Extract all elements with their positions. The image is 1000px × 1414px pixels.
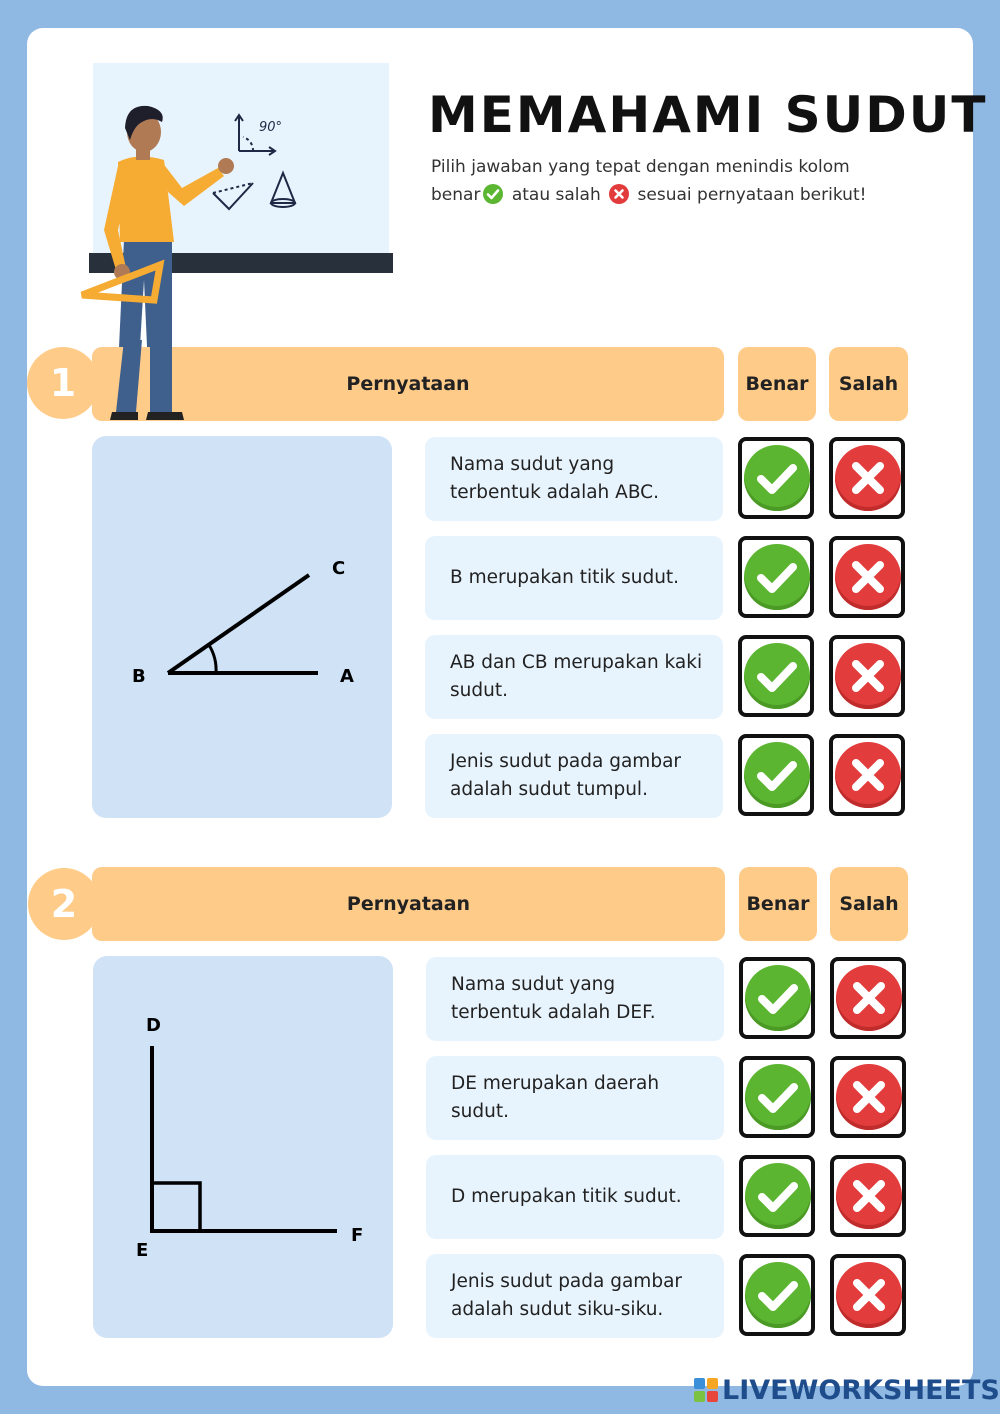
point-label-a: A (340, 666, 354, 687)
false-button-1-4[interactable] (829, 734, 905, 816)
check-icon (762, 1087, 794, 1109)
true-button-1-2[interactable] (738, 536, 814, 618)
true-button-2-3[interactable] (739, 1155, 815, 1237)
check-icon (483, 184, 503, 204)
true-button-2-2[interactable] (739, 1056, 815, 1138)
statement-2-1: Nama sudut yang terbentuk adalah DEF. (426, 957, 724, 1041)
liveworksheets-brand (694, 1374, 1000, 1406)
cross-icon (856, 565, 880, 589)
board-angle-label: 90° (259, 120, 283, 135)
point-label-f: F (351, 1225, 364, 1246)
instruction-salah: atau salah (511, 185, 601, 205)
cross-icon (856, 664, 880, 688)
check-icon (762, 988, 794, 1010)
teacher-legs-overlay (78, 100, 248, 425)
cross-icon (857, 1283, 881, 1307)
angle-figure-def (93, 956, 393, 1338)
true-button-2-4[interactable] (739, 1254, 815, 1336)
true-button-2-1[interactable] (739, 957, 815, 1039)
instruction-line-1: Pilih jawaban yang tepat dengan menindis kolom (431, 157, 850, 177)
check-icon (761, 468, 793, 490)
cross-icon (856, 763, 880, 787)
statement-column-header: Pernyataan (92, 867, 725, 941)
point-label-d: D (146, 1015, 161, 1036)
statement-1-2: B merupakan titik sudut. (425, 536, 723, 620)
statement-1-4: Jenis sudut pada gambar adalah sudut tumpul. (425, 734, 723, 818)
false-button-2-2[interactable] (830, 1056, 906, 1138)
false-column-header: Salah (830, 867, 908, 941)
false-button-2-4[interactable] (830, 1254, 906, 1336)
cross-icon (857, 986, 881, 1010)
cross-icon (609, 184, 629, 204)
cross-icon (857, 1184, 881, 1208)
true-button-1-3[interactable] (738, 635, 814, 717)
point-label-e: E (136, 1240, 149, 1261)
check-icon (762, 1186, 794, 1208)
true-column-header: Benar (738, 347, 816, 421)
true-button-1-4[interactable] (738, 734, 814, 816)
instruction-end: sesuai pernyataan berikut! (637, 185, 867, 205)
false-button-1-1[interactable] (829, 437, 905, 519)
false-button-2-1[interactable] (830, 957, 906, 1039)
angle-abc-drawing (92, 436, 392, 818)
check-icon (761, 666, 793, 688)
statement-2-3: D merupakan titik sudut. (426, 1155, 724, 1239)
check-icon (761, 765, 793, 787)
false-button-2-3[interactable] (830, 1155, 906, 1237)
statement-2-4: Jenis sudut pada gambar adalah sudut siku-siku. (426, 1254, 724, 1338)
point-label-c: C (332, 558, 346, 579)
cross-icon (857, 1085, 881, 1109)
angle-figure-abc (92, 436, 392, 818)
cross-icon (856, 466, 880, 490)
false-button-1-2[interactable] (829, 536, 905, 618)
check-icon (762, 1285, 794, 1307)
page-title: MEMAHAMI SUDUT (428, 86, 988, 144)
statement-1-3: AB dan CB merupakan kaki sudut. (425, 635, 723, 719)
true-button-1-1[interactable] (738, 437, 814, 519)
liveworksheets-logo-icon (694, 1378, 718, 1402)
angle-def-drawing (93, 956, 393, 1338)
true-column-header: Benar (739, 867, 817, 941)
point-label-b: B (132, 666, 146, 687)
statement-2-2: DE merupakan daerah sudut. (426, 1056, 724, 1140)
instructions (431, 153, 931, 209)
brand-name: LIVEWORKSHEETS (722, 1374, 1000, 1406)
statement-1-1: Nama sudut yang terbentuk adalah ABC. (425, 437, 723, 521)
false-column-header: Salah (829, 347, 908, 421)
statement-column-header: Pernyataan (92, 347, 724, 421)
section-number-badge: 1 (27, 347, 99, 419)
false-button-1-3[interactable] (829, 635, 905, 717)
instruction-benar: benar (431, 185, 481, 205)
check-icon (761, 567, 793, 589)
section-number-badge: 2 (28, 868, 100, 940)
